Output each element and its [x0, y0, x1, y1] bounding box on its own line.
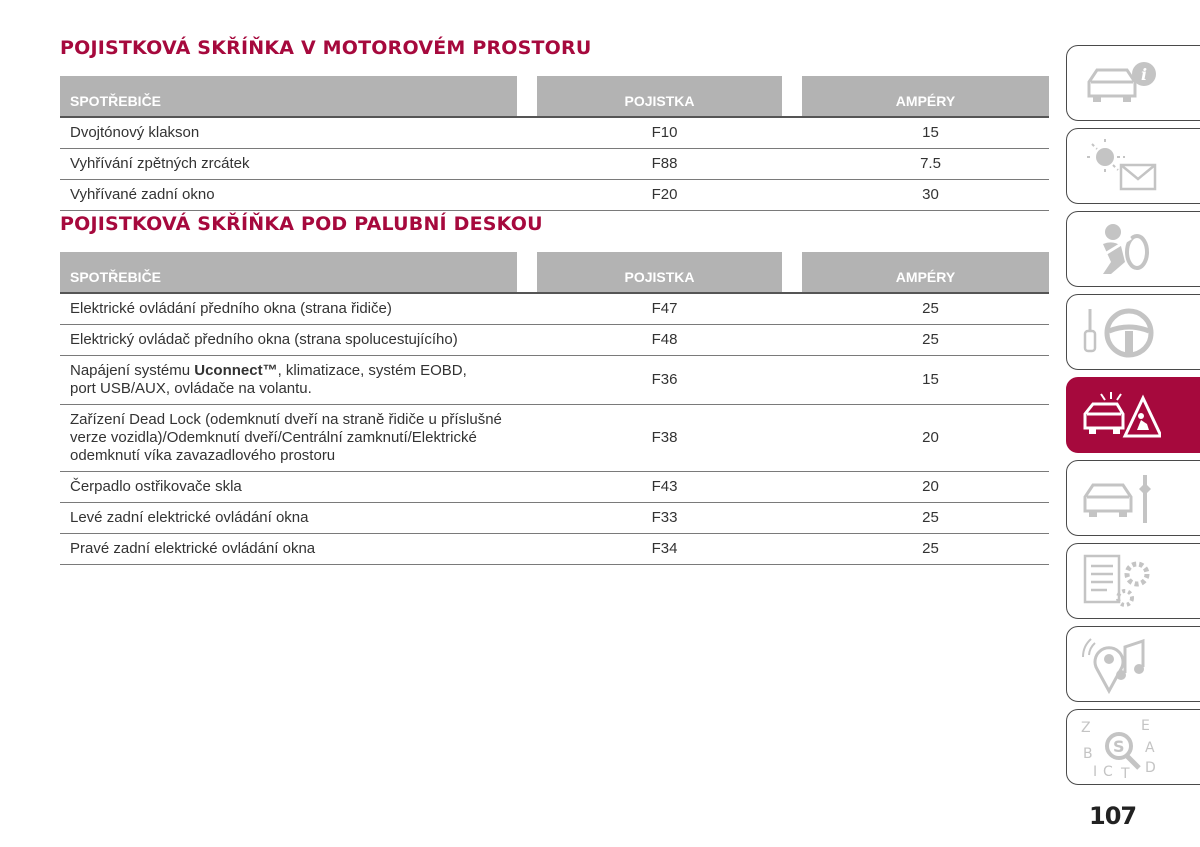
cell-consumer: Elektrické ovládání předního okna (strana řidiče) [70, 300, 392, 317]
multimedia-icon [1081, 633, 1161, 695]
svg-text:Z: Z [1081, 720, 1091, 736]
cell-fuse: F10 [651, 124, 678, 141]
header-fuse: POJISTKA [537, 76, 782, 116]
consumer-line: verze vozidla)/Odemknutí dveří/Centrální zamknutí/Elektrické [70, 429, 477, 446]
cell-amps: 15 [922, 371, 939, 388]
table-row [60, 294, 1049, 325]
cell-amps: 30 [922, 186, 939, 203]
cell-fuse: F20 [651, 186, 678, 203]
nav-tab-emergency[interactable] [1066, 377, 1200, 453]
cell-consumer: Dvojtónový klakson [70, 124, 200, 141]
svg-text:D: D [1145, 760, 1156, 776]
cell-consumer: Pravé zadní elektrické ovládání okna [70, 540, 316, 557]
table-row [60, 325, 1049, 356]
cell-fuse: F34 [651, 540, 678, 557]
svg-text:S: S [1113, 737, 1125, 756]
emergency-icon [1081, 384, 1161, 446]
technical-data-icon [1081, 550, 1161, 612]
cell-fuse: F47 [651, 300, 678, 317]
svg-text:B: B [1083, 746, 1093, 762]
cell-amps: 25 [922, 509, 939, 526]
consumer-line: odemknutí víka zavazadlového prostoru [70, 447, 336, 464]
lights-messages-icon [1081, 135, 1161, 197]
cell-fuse: F33 [651, 509, 678, 526]
svg-text:A: A [1145, 740, 1155, 756]
table-header [60, 76, 1049, 118]
header-consumers: SPOTŘEBIČE [60, 76, 517, 116]
nav-tab-safety[interactable] [1066, 211, 1200, 287]
index-icon [1081, 716, 1161, 778]
consumer-line: Zařízení Dead Lock (odemknutí dveří na straně řidiče u příslušné [70, 411, 502, 428]
cell-fuse: F43 [651, 478, 678, 495]
cell-consumer: Elektrický ovládač předního okna (strana spolucestujícího) [70, 331, 458, 348]
table-row [60, 534, 1049, 565]
table-row [60, 149, 1049, 180]
cell-amps: 25 [922, 331, 939, 348]
svg-text:C: C [1103, 764, 1113, 778]
nav-tab-technical-data[interactable] [1066, 543, 1200, 619]
car-maintenance-icon [1081, 467, 1161, 529]
table-header [60, 252, 1049, 294]
cell-amps: 20 [922, 478, 939, 495]
cell-fuse: F38 [651, 429, 678, 446]
table-row [60, 180, 1049, 211]
cell-amps: 7.5 [920, 155, 941, 172]
section-title-dashboard-fusebox: POJISTKOVÁ SKŘÍŇKA POD PALUBNÍ DESKOU [60, 213, 543, 235]
safety-airbag-icon [1081, 218, 1161, 280]
cell-consumer: Vyhřívané zadní okno [70, 186, 215, 203]
uconnect-brand: Uconnect™ [194, 362, 278, 379]
consumer-line [70, 362, 467, 380]
svg-text:i: i [1141, 65, 1148, 84]
table-row [60, 503, 1049, 534]
cell-fuse: F36 [651, 371, 678, 388]
cell-amps: 25 [922, 540, 939, 557]
car-info-icon [1081, 52, 1161, 114]
svg-text:T: T [1121, 766, 1130, 778]
cell-consumer [60, 405, 530, 471]
key-steering-icon [1081, 301, 1161, 363]
page-number: 107 [1089, 802, 1137, 830]
cell-consumer [60, 356, 530, 404]
cell-amps: 25 [922, 300, 939, 317]
cell-fuse: F48 [651, 331, 678, 348]
header-amps: AMPÉRY [802, 252, 1049, 292]
dashboard-fuse-table [60, 252, 1049, 565]
table-row [60, 472, 1049, 503]
cell-consumer: Levé zadní elektrické ovládání okna [70, 509, 309, 526]
cell-consumer: Čerpadlo ostřikovače skla [70, 478, 242, 495]
nav-tab-maintenance[interactable] [1066, 460, 1200, 536]
nav-tab-multimedia[interactable] [1066, 626, 1200, 702]
consumer-prefix: Napájení systému [70, 362, 195, 379]
nav-tab-index[interactable] [1066, 709, 1200, 785]
header-consumers: SPOTŘEBIČE [60, 252, 517, 292]
svg-text:E: E [1141, 718, 1150, 734]
nav-tab-car-info[interactable] [1066, 45, 1200, 121]
nav-tab-starting-driving[interactable] [1066, 294, 1200, 370]
engine-fuse-table [60, 76, 1049, 211]
header-fuse: POJISTKA [537, 252, 782, 292]
cell-fuse: F88 [651, 155, 678, 172]
cell-amps: 15 [922, 124, 939, 141]
cell-amps: 20 [922, 429, 939, 446]
section-title-engine-fusebox: POJISTKOVÁ SKŘÍŇKA V MOTOROVÉM PROSTORU [60, 37, 592, 59]
svg-text:I: I [1093, 764, 1098, 778]
table-row [60, 356, 1049, 405]
table-row [60, 118, 1049, 149]
consumer-line-rest: , klimatizace, systém EOBD, [277, 362, 467, 379]
nav-tab-lights-messages[interactable] [1066, 128, 1200, 204]
header-amps: AMPÉRY [802, 76, 1049, 116]
table-row [60, 405, 1049, 472]
cell-consumer: Vyhřívání zpětných zrcátek [70, 155, 250, 172]
consumer-line: port USB/AUX, ovládače na volantu. [70, 380, 312, 397]
